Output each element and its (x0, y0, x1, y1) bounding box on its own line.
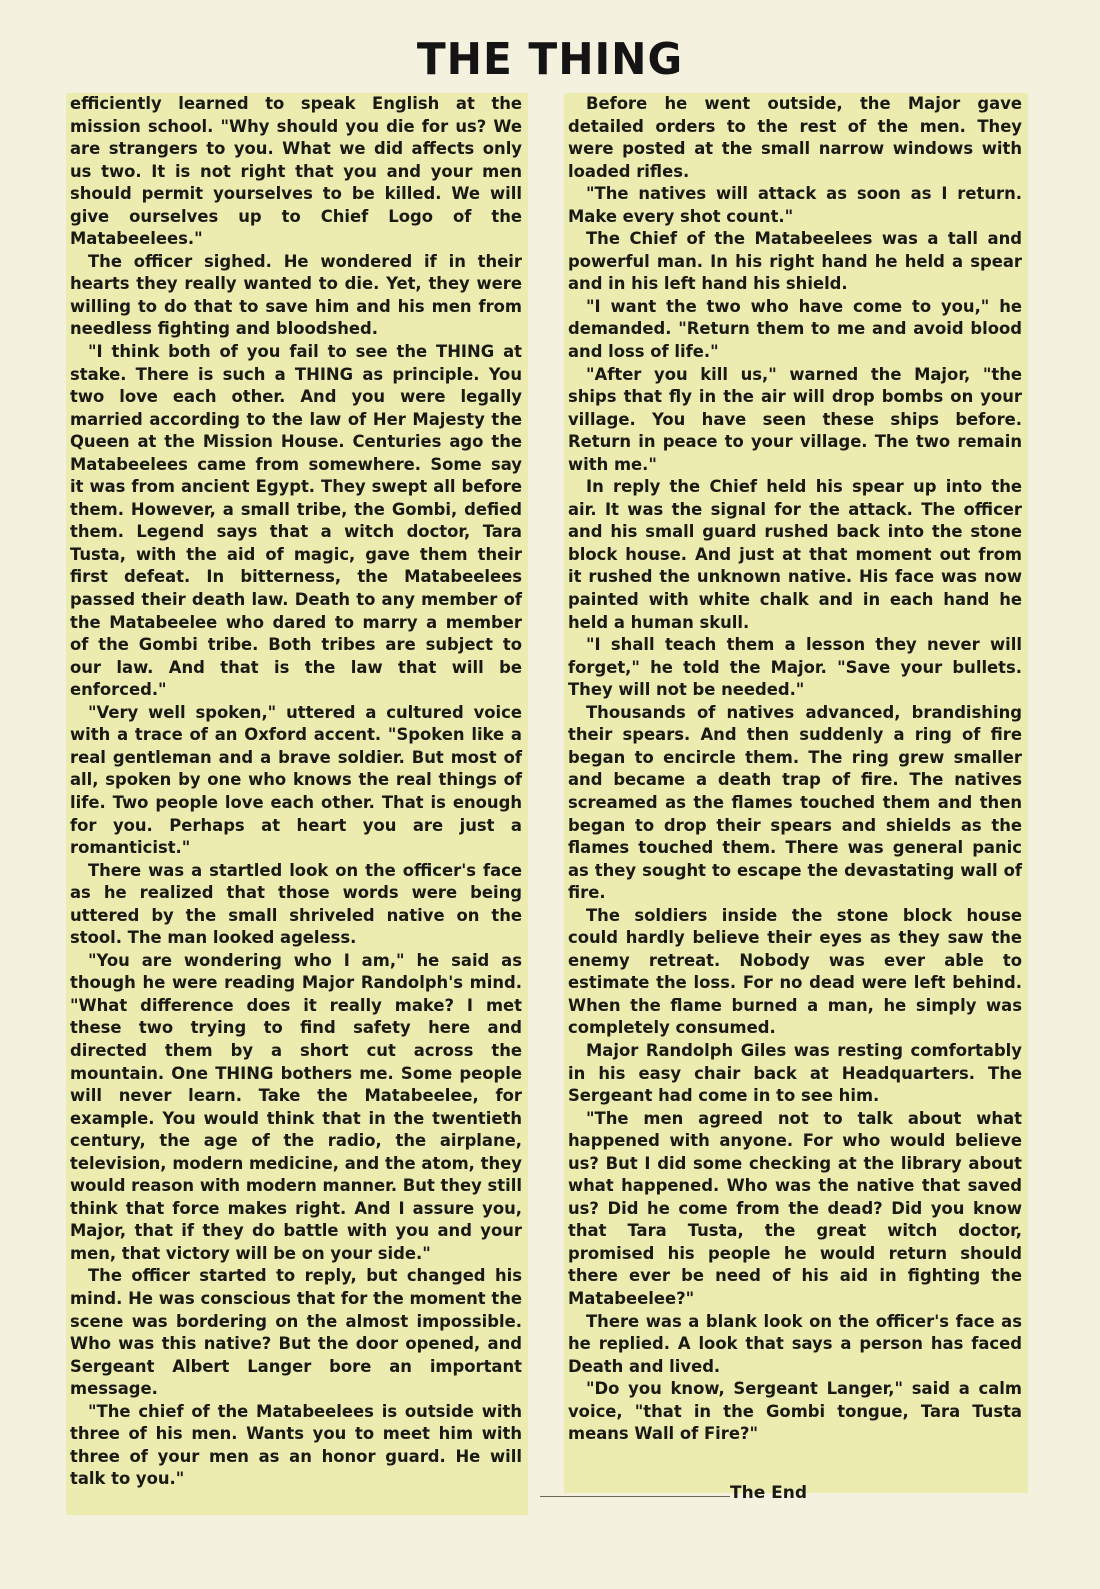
end-rule (540, 1496, 730, 1497)
paragraph: "The natives will attack as soon as I return. Make every shot count." (568, 184, 1022, 226)
paragraph: There was a blank look on the officer's face as he replied. A look that says a person has faced Death and lived. (568, 1311, 1022, 1376)
paragraph: "Very well spoken," uttered a cultured voice with a trace of an Oxford accent. "Spoken like a real gentleman and a brave soldier. But most of all, spoken by one who knows the real things of life. Two people love each other. That is enough for you. Perhaps at heart you are just a romanticist." (70, 702, 522, 858)
paragraph: In reply the Chief held his spear up into the air. It was the signal for the attack. The officer and his small guard rushed back into the stone block house. And just at that moment out from it rushed the unknown native. His face was now painted with white chalk and in each hand he held a human skull. (568, 477, 1022, 632)
paragraph: Thousands of natives advanced, brandishing their spears. And then suddenly a ring of fire began to encircle them. The ring grew smaller and became a death trap of fire. The natives screamed as the flames touched them and then began to drop their spears and shields as the flames touched them. There was general panic as they sought to escape the devastating wall of fire. (568, 702, 1022, 903)
paragraph: "Do you know, Sergeant Langer," said a calm voice, "that in the Gombi tongue, Tara Tusta means Wall of Fire?" (568, 1379, 1022, 1444)
paragraph: Major Randolph Giles was resting comfortably in his easy chair back at Headquarters. The Sergeant had come in to see him. (568, 1040, 1022, 1106)
paragraph: There was a startled look on the officer's face as he realized that those words were being uttered by the small shriveled native on the stool. The man looked ageless. (70, 860, 522, 948)
paragraph: The Chief of the Matabeelees was a tall and powerful man. In his right hand he held a spear and in his left hand his shield. (568, 229, 1022, 294)
end-marker: The End (730, 1483, 808, 1503)
left-column (66, 93, 528, 1515)
paragraph: "You are wondering who I am," he said as though he were reading Major Randolph's mind. "What difference does it really make? I met these two trying to find safety here and directed them by a short cut across the mountain. One THING bothers me. Some people will never learn. Take the Matabeelee, for example. You would think that in the twentieth century, the age of the radio, the airplane, television, modern medicine, and the atom, they would reason with modern manner. But they still think that force makes right. And I assure you, Major, that if they do battle with you and your men, that victory will be on your side." (70, 950, 522, 1263)
paragraph: Before he went outside, the Major gave detailed orders to the rest of the men. They were posted at the small narrow windows with loaded rifles. (568, 94, 1022, 181)
right-column (564, 93, 1028, 1493)
paragraph: "I shall teach them a lesson they never will forget," he told the Major. "Save your bullets. They will not be needed." (568, 635, 1022, 700)
paragraph: "I want the two who have come to you," he demanded. "Return them to me and avoid blood and loss of life." (568, 296, 1022, 362)
paragraph: "The men agreed not to talk about what happened with anyone. For who would believe us? But I did some checking at the library about what happened. Who was the native that saved us? Did he come from the dead? Did you know that Tara Tusta, the great witch doctor, promised his people he would return should there ever be need of his aid in fighting the Matabeelee?" (568, 1108, 1022, 1308)
paragraph: efficiently learned to speak English at the mission school. "Why should you die for us? We are strangers to you. What we did affects only us two. It is not right that you and your men should permit yourselves to be killed. We will give ourselves up to Chief Logo of the Matabeelees." (70, 94, 522, 249)
paragraph: The officer started to reply, but changed his mind. He was conscious that for the moment the scene was bordering on the almost impossible. Who was this native? But the door opened, and Sergeant Albert Langer bore an important message. (70, 1266, 522, 1399)
paragraph: "After you kill us," warned the Major, "the ships that fly in the air will drop bombs on your village. You have seen these ships before. Return in peace to your village. The two remain with me." (568, 364, 1022, 474)
paragraph: "I think both of you fail to see the THING at stake. There is such a THING as principle. You two love each other. And you were legally married according to the law of Her Majesty the Queen at the Mission House. Centuries ago the Matabeelees came from somewhere. Some say it was from ancient Egypt. They swept all before them. However, a small tribe, the Gombi, defied them. Legend says that a witch doctor, Tara Tusta, with the aid of magic, gave them their first defeat. In bitterness, the Matabeelees passed their death law. Death to any member of the Matabeelee who dared to marry a member of the Gombi tribe. Both tribes are subject to our law. And that is the law that will be enforced." (70, 342, 522, 700)
page-title: THE THING (416, 34, 684, 85)
paragraph: The soldiers inside the stone block house could hardly believe their eyes as they saw the enemy retreat. Nobody was ever able to estimate the loss. For no dead were left behind. When the flame burned a man, he simply was completely consumed. (568, 905, 1022, 1038)
paragraph: The officer sighed. He wondered if in their hearts they really wanted to die. Yet, they were willing to do that to save him and his men from needless fighting and bloodshed. (70, 251, 522, 339)
paragraph: "The chief of the Matabeelees is outside with three of his men. Wants you to meet him with three of your men as an honor guard. He will talk to you." (70, 1401, 522, 1489)
